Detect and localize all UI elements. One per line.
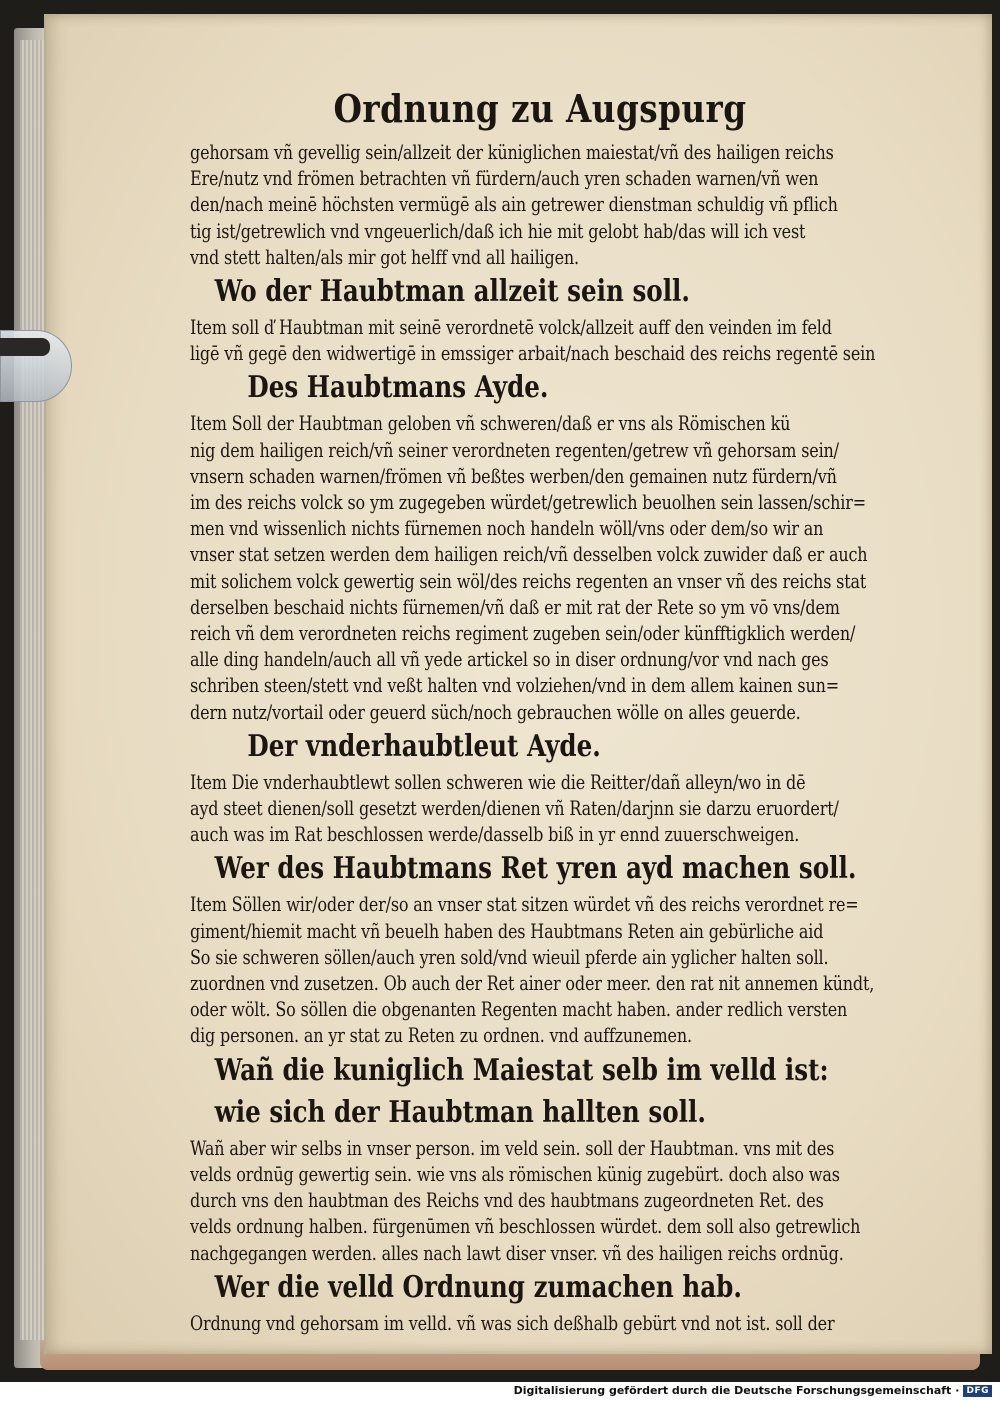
paragraph xyxy=(190,314,890,366)
section-heading: Der vnderhaubtleut Ayde. xyxy=(247,728,601,764)
page-edges-left xyxy=(20,40,46,1340)
text-line: dern nutz/vortail oder geuerd süch/noch gebrauchen wölle on alles geuerde. xyxy=(190,699,801,724)
text-line: ligē vñ gegē den widwertigē in emssiger arbait/nach beschaid des reichs regentē sein xyxy=(190,341,876,366)
text-line: vnd stett halten/als mir got helff vnd all hailigen. xyxy=(190,244,579,269)
section-heading: wie sich der Haubtman hallten soll. xyxy=(214,1094,706,1130)
text-line: auch was im Rat beschlossen werde/dasselb biß in yr ennd zuuerschweigen. xyxy=(190,822,800,847)
section-heading: Wer des Haubtmans Ret yren ayd machen soll. xyxy=(214,851,857,887)
text-line: velds ordnūg gewertig sein. wie vns als römischen künig zugebürt. doch also was xyxy=(190,1161,840,1186)
text-line: vnsern schaden warnen/frömen vñ beßtes werben/den gemainen nutz fürdern/vñ xyxy=(190,463,837,488)
section-heading: Wañ die kuniglich Maiestat selb im velld ist: xyxy=(214,1052,829,1088)
text-line: den/nach meinē höchsten vermügē als ain getrewer dienstman schuldig vñ pflich xyxy=(190,192,838,217)
text-line: zuordnen vnd zusetzen. Ob auch der Ret ainer oder meer. den rat nit annemen kündt, xyxy=(190,971,875,996)
section-heading: Wer die velld Ordnung zumachen hab. xyxy=(214,1269,742,1305)
page-clip-bar xyxy=(0,338,50,356)
text-line: men vnd wissenlich nichts fürnemen noch handeln wöll/vns oder dem/so wir an xyxy=(190,516,824,541)
paragraph xyxy=(190,1135,890,1266)
text-line: derselben beschaid nichts fürnemen/vñ daß er mit rat der Rete so ym vō vns/dem xyxy=(190,594,840,619)
credit-separator: · xyxy=(955,1384,960,1397)
dfg-logo: DFG xyxy=(963,1385,992,1397)
text-line: So sie schweren söllen/auch yren sold/vnd wieuil pferde ain yglicher halten soll. xyxy=(190,944,829,969)
credit-text: Digitalisierung gefördert durch die Deutsche Forschungsgemeinschaft xyxy=(513,1384,952,1397)
text-line: ayd steet dienen/soll gesetzt werden/dienen vñ Raten/darjnn sie darzu eruordert/ xyxy=(190,796,839,821)
text-line: oder wölt. So söllen die obgenanten Regenten macht haben. ander redlich versten xyxy=(190,997,848,1022)
text-line: Item Soll der Haubtman geloben vñ schweren/daß er vns als Römischen kü xyxy=(190,411,791,436)
paragraph xyxy=(190,410,890,724)
text-line: velds ordnung halben. fürgenūmen vñ beschlossen würdet. dem soll also getrewlich xyxy=(190,1214,861,1239)
text-line: giment/hiemit macht vñ beuelh haben des Haubtmans Reten ain gebürliche aid xyxy=(190,918,824,943)
text-line: im des reichs volck so ym zugegeben würdet/getrewlich beuolhen sein lassen/schir= xyxy=(190,490,866,515)
text-line: alle ding handeln/auch all vñ yede artickel so in diser ordnung/vor vnd nach ges xyxy=(190,647,829,672)
text-line: Wañ aber wir selbs in vnser person. im veld sein. soll der Haubtman. vns mit des xyxy=(190,1135,835,1160)
text-line: schriben steen/stett vnd veßt halten vnd volziehen/vnd in dem allem kainen sun= xyxy=(190,673,840,698)
paragraph xyxy=(190,1310,890,1336)
digitization-credit xyxy=(514,1384,992,1397)
page-text xyxy=(190,80,890,1336)
text-line: nachgegangen werden. alles nach lawt diser vnser. vñ des hailigen reichs ordnūg. xyxy=(190,1240,844,1265)
text-line: vnser stat setzen werden dem hailigen reich/vñ desselben volck zuwider daß er auch xyxy=(190,542,868,567)
text-line: durch vns den haubtman des Reichs vnd des haubtmans zugeordneten Ret. des xyxy=(190,1188,824,1213)
text-line: Ordnung vnd gehorsam im velld. vñ was sich deßhalb gebürt vnd not ist. soll der xyxy=(190,1310,835,1335)
section-heading: Wo der Haubtman allzeit sein soll. xyxy=(214,274,690,310)
text-line: mit solichem volck gewertig sein wöl/des reichs regenten an vnser vñ des reichs stat xyxy=(190,568,867,593)
paragraph xyxy=(190,769,890,848)
running-head: Ordnung zu Augspurg xyxy=(333,86,747,131)
text-blocks xyxy=(190,139,890,1336)
text-line: nig dem hailigen reich/vñ seiner verordneten regenten/getrew vñ gehorsam sein/ xyxy=(190,437,839,462)
text-line: Item Die vnderhaubtlewt sollen schweren wie die Reitter/dañ alleyn/wo in dē xyxy=(190,769,806,794)
paragraph xyxy=(190,891,890,1048)
text-line: tig ist/getrewlich vnd vngeuerlich/daß ich hie mit gelobt hab/das will ich vest xyxy=(190,218,806,243)
text-line: Ere/nutz vnd frömen betrachten vñ fürdern/auch yren schaden warnen/vñ wen xyxy=(190,166,819,191)
text-line: dig personen. an yr stat zu Reten zu ordnen. vnd auffzunemen. xyxy=(190,1023,692,1048)
paragraph xyxy=(190,139,890,270)
text-line: gehorsam vñ gevellig sein/allzeit der küniglichen maiestat/vñ des hailigen reichs xyxy=(190,140,834,164)
text-line: Item soll ď Haubtman mit seinē verordnetē volck/allzeit auff den veinden im feld xyxy=(190,315,832,340)
text-line: Item Söllen wir/oder der/so an vnser stat sitzen würdet vñ des reichs verordnet re= xyxy=(190,892,859,917)
text-line: reich vñ dem verordneten reichs regiment zugeben sein/oder künfftigklich werden/ xyxy=(190,621,856,646)
section-heading: Des Haubtmans Ayde. xyxy=(247,370,549,406)
